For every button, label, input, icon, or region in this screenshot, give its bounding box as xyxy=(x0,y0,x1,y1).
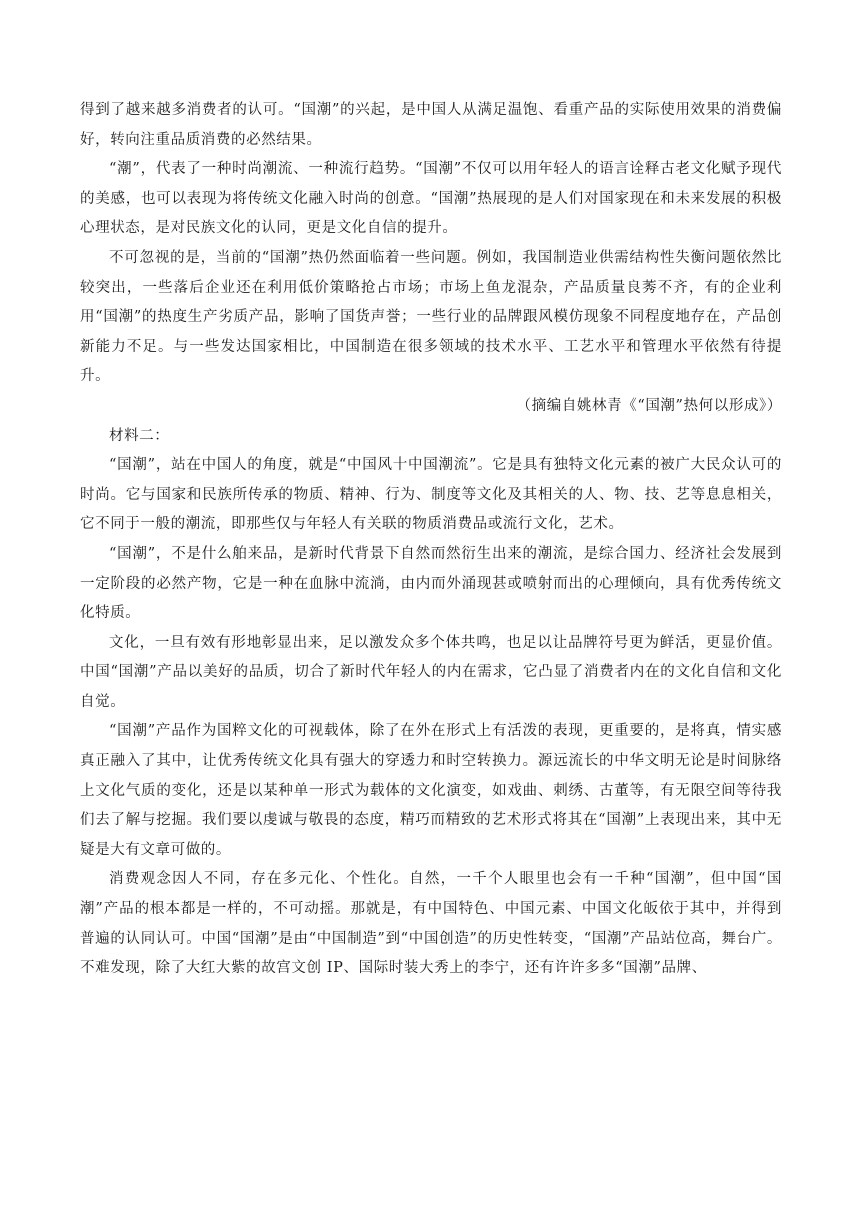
source-citation: （摘编自姚林青《“国潮”热何以形成》） xyxy=(516,397,782,414)
paragraph-3: 不可忽视的是，当前的“国潮”热仍然面临着一些问题。例如，我国制造业供需结构性失衡问题依然比较突出，一些落后企业还在利用低价策略抢占市场；市场上鱼龙混杂，产品质量良莠不齐，有的企业利用“国潮”的热度生产劣质产品，影响了国货声誉；一些行业的品牌跟风模仿现象不同程度地存在，产品创新能力不足。与一些发达国家相比，中国制造在很多领域的技术水平、工艺水平和管理水平依然有待提升。 xyxy=(80,249,782,385)
paragraph-2: “潮”，代表了一种时尚潮流、一种流行趋势。“国潮”不仅可以用年轻人的语言诠释古老文化赋予现代的美感，也可以表现为将传统文化融入时尚的创意。“国潮”热展现的是人们对国家现在和未来发展的积极心理状态，是对民族文化的认同，更是文化自信的提升。 xyxy=(80,161,782,237)
paragraph-6: 文化，一旦有效有形地彰显出来，足以激发众多个体共鸣，也足以让品牌符号更为鲜活，更显价值。中国“国潮”产品以美好的品质，切合了新时代年轻人的内在需求，它凸显了消费者内在的文化自信和文化自觉。 xyxy=(80,634,782,710)
paragraph-7: “国潮”产品作为国粹文化的可视载体，除了在外在形式上有活泼的表现，更重要的，是将真，情实感真正融入了其中，让优秀传统文化具有强大的穿透力和时空转换力。源远流长的中华文明无论是时间脉络上文化气质的变化，还是以某种单一形式为载体的文化演变，如戏曲、刺绣、古董等，有无限空间等待我们去了解与挖掘。我们要以虔诚与敬畏的态度，精巧而精致的艺术形式将其在“国潮”上表现出来，其中无疑是大有文章可做的。 xyxy=(80,723,782,858)
material-two-heading: 材料二： xyxy=(109,427,170,444)
paragraph-4: “国潮”，站在中国人的角度，就是“中国风十中国潮流”。它是具有独特文化元素的被广大民众认可的时尚。它与国家和民族所传承的物质、精神、行为、制度等文化及其相关的人、物、技、艺等息息相关，它不同于一般的潮流，即那些仅与年轻人有关联的物质消费品或流行文化，艺术。 xyxy=(80,457,782,533)
paragraph-8: 消费观念因人不同，存在多元化、个性化。自然，一千个人眼里也会有一千种“国潮”，但中国“国潮”产品的根本都是一样的，不可动摇。那就是，有中国特色、中国元素、中国文化皈依于其中，并得到普遍的认同认可。中国“国潮”是由“中国制造”到“中国创造”的历史性转变，“国潮”产品站位高，舞台广。不难发现，除了大红大紫的故宫文创 IP、国际时装大秀上的李宁，还有许许多多“国潮”品牌、 xyxy=(80,871,782,977)
document-page xyxy=(80,96,782,984)
paragraph-5: “国潮”，不是什么舶来品，是新时代背景下自然而然衍生出来的潮流，是综合国力、经济社会发展到一定阶段的必然产物，它是一种在血脉中流淌，由内而外涌现甚或喷射而出的心理倾向，具有优秀传统文化特质。 xyxy=(80,545,782,622)
paragraph-1: 得到了越来越多消费者的认可。“国潮”的兴起，是中国人从满足温饱、看重产品的实际使用效果的消费偏好，转向注重品质消费的必然结果。 xyxy=(80,102,782,148)
